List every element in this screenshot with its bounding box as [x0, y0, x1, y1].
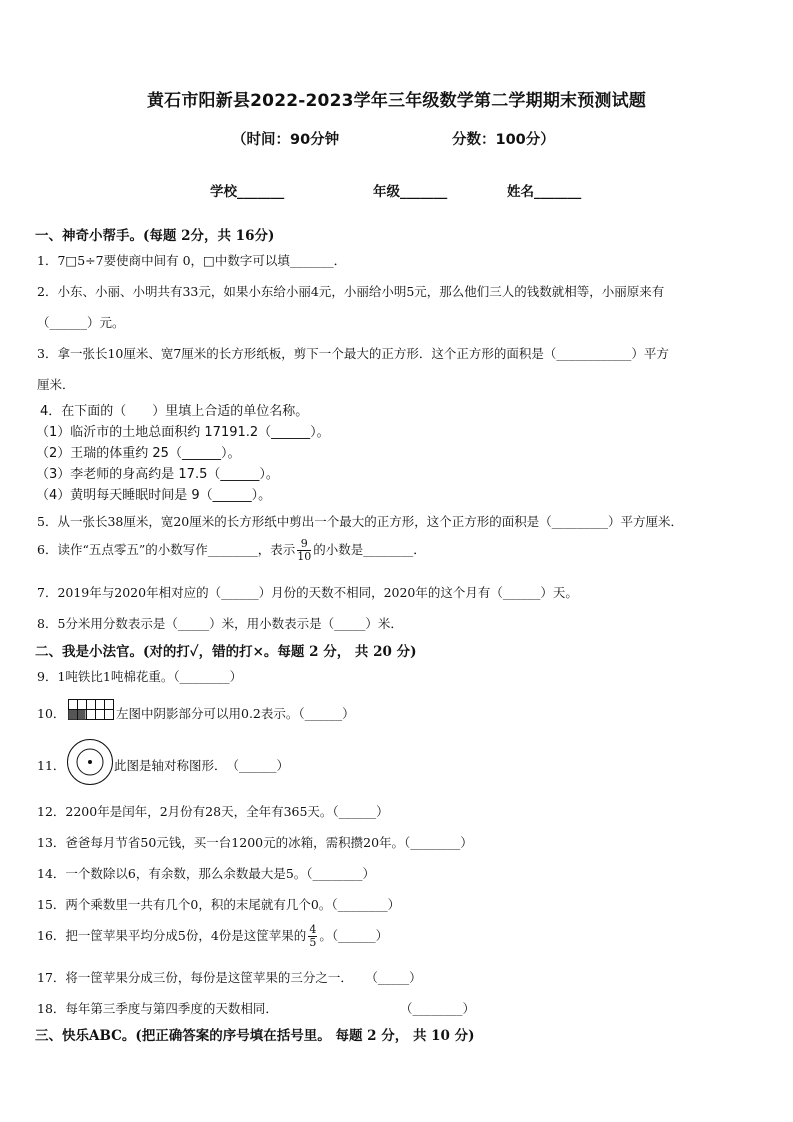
question-16 [37, 924, 388, 949]
question-6-text-after: 的小数是________． [313, 542, 426, 557]
exam-score: 分数：100分） [452, 132, 555, 148]
question-15: 15．两个乘数里一共有几个0，积的末尾就有几个0。（________） [37, 897, 401, 912]
fraction-denominator: 10 [297, 550, 312, 563]
question-1: 1．7□5÷7要使商中间有 0，□中数字可以填_______． [37, 253, 347, 268]
section-2-heading: 二、我是小法官。(对的打✓，错的打×。每题 2 分， 共 20 分) [35, 644, 417, 660]
question-18-blank: （________） [400, 1001, 476, 1016]
fraction-numerator: 4 [309, 923, 317, 936]
exam-time: （时间：90分钟 [232, 132, 340, 148]
question-10-text: 左图中阴影部分可以用0.2表示。（______） [116, 706, 355, 721]
question-7: 7．2019年与2020年相对应的（______）月份的天数不相同，2020年的这个月有（______）天。 [37, 585, 578, 600]
fraction-denominator: 5 [309, 936, 317, 949]
question-6 [37, 538, 426, 563]
page-title: 黄石市阳新县2022-2023学年三年级数学第二学期期末预测试题 [146, 91, 647, 111]
question-4-part-1: （1）临沂市的土地总面积约 17191.2（______）。 [36, 425, 330, 440]
question-2-line-1: 2．小东、小丽、小明共有33元，如果小东给小丽4元，小丽给小明5元，那么他们三人的钱数就相等，小丽原来有 [37, 284, 665, 299]
question-8: 8．5分米用分数表示是（_____）米，用小数表示是（_____）米． [37, 616, 403, 631]
question-14: 14．一个数除以6，有余数，那么余数最大是5。（________） [37, 866, 376, 881]
school-field: 学校_______ [210, 184, 285, 200]
question-16-text-after: 。（______） [319, 928, 389, 943]
section-1-heading: 一、神奇小帮手。(每题 2分，共 16分) [35, 228, 275, 244]
question-4-intro: 4．在下面的（ ）里填上合适的单位名称。 [40, 404, 309, 419]
section-3-heading: 三、快乐ABC。(把正确答案的序号填在括号里。 每题 2 分， 共 10 分) [35, 1028, 475, 1044]
question-16-text-before: 16．把一筐苹果平均分成5份，4份是这筐苹果的 [37, 928, 307, 943]
question-9: 9．1吨铁比1吨棉花重。（________） [37, 669, 243, 684]
question-3-line-2: 厘米． [37, 377, 75, 392]
question-17: 17．将一筐苹果分成三份，每份是这筐苹果的三分之一． （_____） [37, 970, 422, 985]
question-4-part-2: （2）王瑞的体重约 25（______）。 [36, 446, 241, 461]
fraction-four-fifths [308, 924, 317, 949]
concentric-circles-figure [66, 738, 114, 786]
question-6-text-before: 6．读作“五点零五”的小数写作________，表示 [37, 542, 296, 557]
question-11-number: 11． [37, 758, 66, 773]
question-4-part-3: （3）李老师的身高约是 17.5（______）。 [36, 467, 279, 482]
question-10-number: 10． [37, 706, 66, 721]
question-4-part-4: （4）黄明每天睡眠时间是 9（______）。 [36, 488, 272, 503]
question-2-line-2: （______）元。 [37, 315, 125, 330]
name-field: 姓名_______ [507, 184, 582, 200]
question-13: 13．爸爸每月节省50元钱，买一台1200元的冰箱，需积攒20年。（________） [37, 835, 473, 850]
fraction-numerator: 9 [297, 538, 311, 551]
question-18-text: 18．每年第三季度与第四季度的天数相同． [37, 1001, 278, 1016]
grade-field: 年级_______ [373, 184, 448, 200]
question-3-line-1: 3．拿一张长10厘米、宽7厘米的长方形纸板，剪下一个最大的正方形．这个正方形的面积是（____________）平方 [37, 346, 669, 361]
question-11-text: 此图是轴对称图形． （______） [114, 758, 290, 773]
fraction-nine-tenths [297, 538, 311, 563]
shaded-grid-figure [68, 699, 114, 720]
question-12: 12．2200年是闰年，2月份有28天，全年有365天。（______） [37, 804, 389, 819]
question-5: 5．从一张长38厘米，宽20厘米的长方形纸中剪出一个最大的正方形，这个正方形的面积是（_________）平方厘米． [37, 514, 684, 529]
